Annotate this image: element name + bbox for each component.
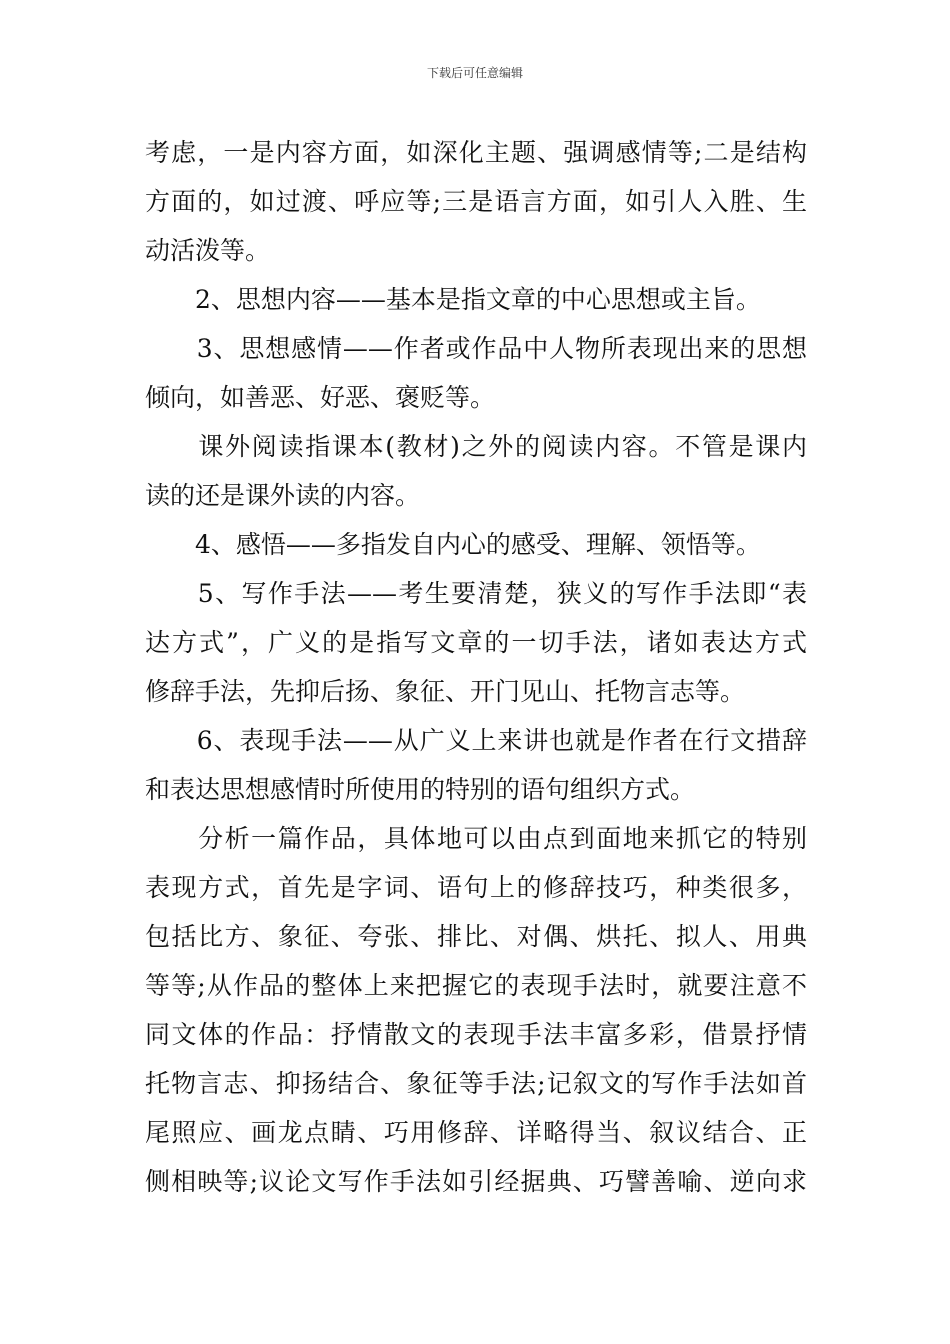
text-line: 考虑，一是内容方面，如深化主题、强调感情等;二是结构	[145, 138, 807, 167]
text-line: 3、思想感情——作者或作品中人物所表现出来的思想	[145, 334, 807, 363]
text-line: 课外阅读指课本(教材)之外的阅读内容。不管是课内	[145, 432, 807, 461]
text-line: 6、表现手法——从广义上来讲也就是作者在行文措辞	[145, 726, 807, 755]
text-line: 和表达思想感情时所使用的特别的语句组织方式。	[145, 775, 696, 804]
paragraph-3	[145, 324, 807, 422]
paragraph-1	[145, 128, 807, 275]
text-line: 动活泼等。	[145, 236, 271, 265]
text-line: 倾向，如善恶、好恶、褒贬等。	[145, 383, 496, 412]
text-line: 修辞手法，先抑后扬、象征、开门见山、托物言志等。	[145, 677, 746, 706]
text-line: 等等;从作品的整体上来把握它的表现手法时，就要注意不	[145, 971, 807, 1000]
page-header: 下载后可任意编辑	[426, 66, 523, 80]
text-line: 侧相映等;议论文写作手法如引经据典、巧譬善喻、逆向求	[145, 1167, 807, 1196]
paragraph-5	[145, 520, 807, 569]
text-line: 2、思想内容——基本是指文章的中心思想或主旨。	[145, 285, 761, 314]
text-line: 4、感悟——多指发自内心的感受、理解、领悟等。	[145, 530, 761, 559]
text-line: 达方式”，广义的是指写文章的一切手法，诸如表达方式	[145, 628, 807, 657]
text-line: 5、写作手法——考生要清楚，狭义的写作手法即“表	[145, 579, 807, 608]
paragraph-6	[145, 569, 807, 716]
text-line: 尾照应、画龙点睛、巧用修辞、详略得当、叙议结合、正	[145, 1118, 807, 1147]
document-body	[145, 128, 807, 1206]
paragraph-4	[145, 422, 807, 520]
paragraph-8	[145, 814, 807, 1206]
text-line: 包括比方、象征、夸张、排比、对偶、烘托、拟人、用典	[145, 922, 807, 951]
text-line: 表现方式，首先是字词、语句上的修辞技巧，种类很多，	[145, 873, 807, 902]
text-line: 托物言志、抑扬结合、象征等手法;记叙文的写作手法如首	[145, 1069, 807, 1098]
paragraph-7	[145, 716, 807, 814]
text-line: 方面的，如过渡、呼应等;三是语言方面，如引人入胜、生	[145, 187, 807, 216]
paragraph-2	[145, 275, 807, 324]
text-line: 同文体的作品：抒情散文的表现手法丰富多彩，借景抒情	[145, 1020, 807, 1049]
text-line: 读的还是课外读的内容。	[145, 481, 421, 510]
text-line: 分析一篇作品，具体地可以由点到面地来抓它的特别	[145, 824, 807, 853]
